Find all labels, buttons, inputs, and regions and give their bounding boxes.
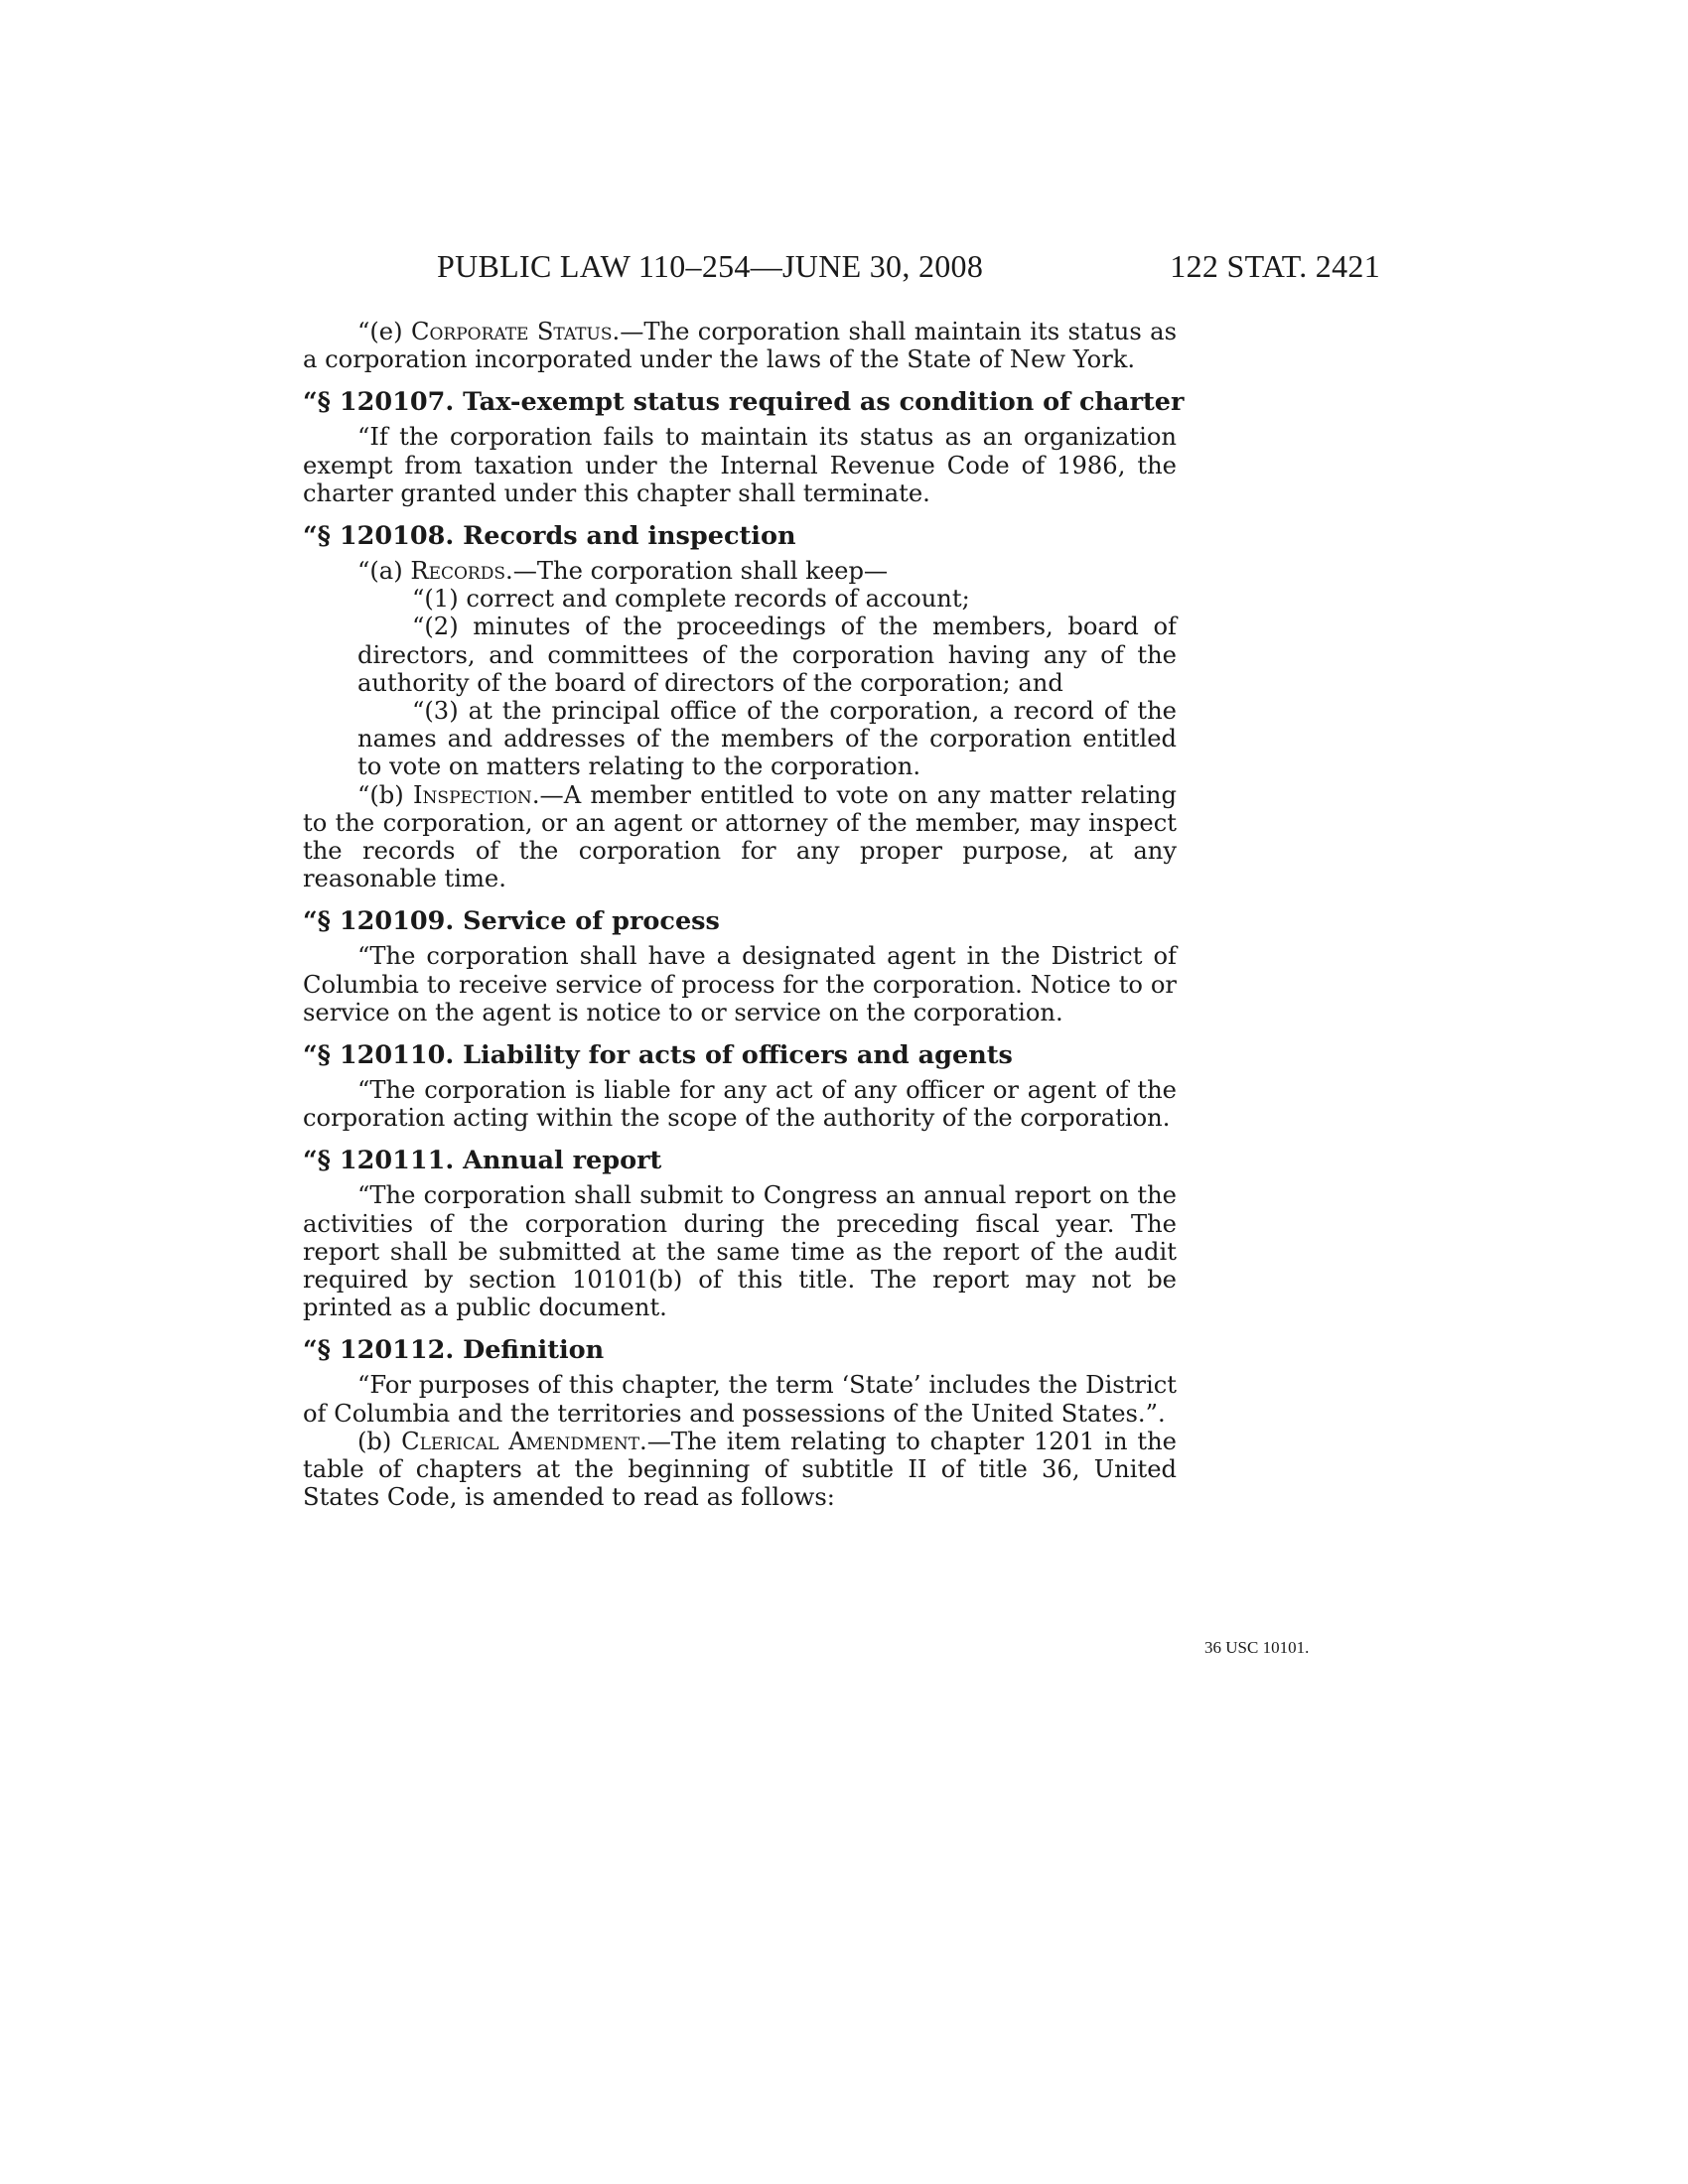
public-law-citation: PUBLIC LAW 110–254—JUNE 30, 2008 bbox=[437, 248, 984, 284]
subsection-caption: Clerical Amendment bbox=[401, 1427, 640, 1455]
statute-page-number: 122 STAT. 2421 bbox=[1170, 248, 1380, 284]
subsection-caption: Inspection bbox=[413, 780, 532, 809]
paragraph-e-corporate-status bbox=[303, 318, 1177, 373]
page-header bbox=[437, 248, 1380, 288]
section-heading-120108: “§ 120108. Records and inspection bbox=[303, 521, 796, 552]
section-heading-120111: “§ 120111. Annual report bbox=[303, 1146, 662, 1176]
section-text-120107: “If the corporation fails to maintain its status as an organization exempt from taxation under the Internal Revenue Code of 1986, the charter granted under this chapter shall terminate. bbox=[303, 423, 1177, 507]
subsection-caption: Records bbox=[410, 557, 506, 586]
paragraph-text: .—The corporation shall maintain its status as a corporation incorporated under the laws of the State of New York. bbox=[303, 318, 1178, 374]
subsection-b-inspection bbox=[303, 781, 1177, 893]
records-item-1: “(1) correct and complete records of account; bbox=[412, 585, 970, 614]
section-text-120110: “The corporation is liable for any act of any officer or agent of the corporation acting within the scope of the authority of the corporation. bbox=[303, 1076, 1177, 1133]
section-heading-120109: “§ 120109. Service of process bbox=[303, 906, 720, 937]
section-text-120111: “The corporation shall submit to Congress an annual report on the activities of the corporation during the preceding fiscal year. The report shall be submitted at the same time as the report of the audit required by section 10101(b) of this title. The report may not be printed as a public document. bbox=[303, 1181, 1177, 1322]
subsection-label: “(a) bbox=[357, 557, 411, 586]
subsection-label: (b) bbox=[357, 1427, 402, 1455]
subsection-text: .—A member entitled to vote on any matter relating to the corporation, or an agent or attorney of the member, may inspect the records of the corporation for any proper purpose, at any reasonable time. bbox=[303, 780, 1177, 893]
subsection-text: .—The corporation shall keep— bbox=[505, 557, 889, 586]
subsection-text: .—The item relating to chapter 1201 in the table of chapters at the beginning of subtitle II of title 36, United States Code, is amended to read as follows: bbox=[303, 1427, 1177, 1512]
subsection-a-records bbox=[303, 557, 1177, 585]
paragraph-label: “(e) bbox=[357, 318, 411, 345]
section-text-120109: “The corporation shall have a designated agent in the District of Columbia to receive service of process for the corporation. Notice to or service on the agent is notice to or service on the corporation. bbox=[303, 942, 1177, 1026]
subsection-label: “(b) bbox=[357, 780, 413, 809]
records-item-2: “(2) minutes of the proceedings of the members, board of directors, and committees of the corporation having any of the authority of the board of directors of the corporation; and bbox=[357, 613, 1177, 697]
section-heading-120110: “§ 120110. Liability for acts of officers and agents bbox=[303, 1040, 1013, 1071]
paragraph-caption: Corporate Status bbox=[410, 318, 613, 345]
section-text-120112: “For purposes of this chapter, the term ‘State’ includes the District of Columbia and the territories and possessions of the United States.”. bbox=[303, 1371, 1177, 1428]
section-heading-120112: “§ 120112. Definition bbox=[303, 1335, 605, 1366]
section-heading-120107: “§ 120107. Tax-exempt status required as condition of charter bbox=[303, 387, 1185, 418]
document-body bbox=[303, 318, 1185, 1512]
records-item-3: “(3) at the principal office of the corporation, a record of the names and addresses of the members of the corporation entitled to vote on matters relating to the corporation. bbox=[357, 697, 1177, 781]
usc-margin-note: 36 USC 10101. bbox=[1204, 1638, 1310, 1657]
subsection-b-clerical-amendment bbox=[303, 1428, 1177, 1512]
